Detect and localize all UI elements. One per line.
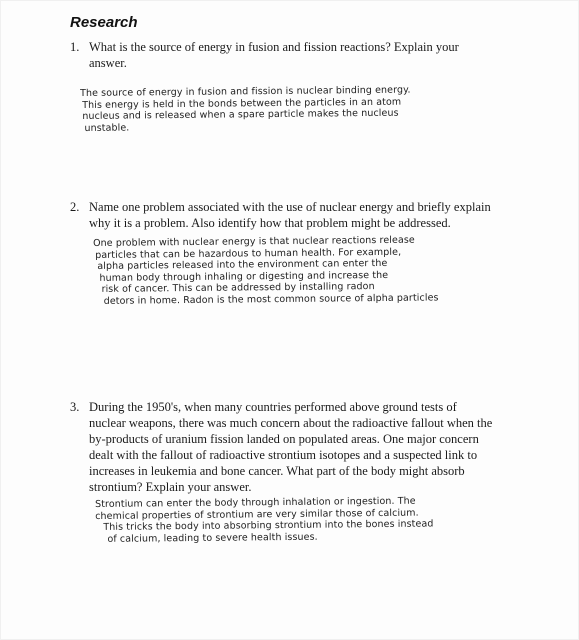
question-text-line: strontium? Explain your answer. [89,480,252,494]
question-number: 1. [70,40,80,54]
question-text-line: Name one problem associated with the use of nuclear energy and briefly explain [89,200,491,214]
section-heading: Research [70,14,138,31]
question-text-line: by-products of uranium fission landed on populated areas. One major concern [89,432,479,446]
question-text-line: nuclear weapons, there was much concern about the radioactive fallout when the [89,416,493,430]
answer-line: unstable. [84,121,130,134]
answer-line: chemical properties of strontium are very similar those of calcium. [95,507,419,522]
answer-line: This tricks the body into absorbing strontium into the bones instead [103,518,434,533]
question-1 [70,39,542,71]
question-text-line: why it is a problem. Also identify how that problem might be addressed. [89,216,451,230]
answer-1 [80,85,411,134]
question-text-line: What is the source of energy in fusion and fission reactions? Explain your [89,40,459,54]
answer-line: detors in home. Radon is the most common source of alpha particles [103,291,439,307]
question-number: 3. [70,400,80,414]
answer-line: nucleus and is released when a spare particle makes the nucleus [82,107,399,122]
question-text-line: During the 1950's, when many countries performed above ground tests of [89,400,457,414]
answer-line: This energy is held in the bonds between the particles in an atom [82,96,402,111]
answer-line: Strontium can enter the body through inhalation or ingestion. The [95,495,416,510]
answer-3 [95,495,434,545]
answer-line: of calcium, leading to severe health issues. [107,531,318,545]
answer-line: alpha particles released into the environment can enter the [97,257,388,272]
question-3 [70,399,542,495]
question-text-line: answer. [89,56,127,70]
answer-line: risk of cancer. This can be addressed by installing radon [101,281,375,295]
answer-line: The source of energy in fusion and fission is nuclear binding energy. [80,84,411,99]
answer-2 [93,234,439,307]
answer-line: particles that can be hazardous to human health. For example, [95,246,402,261]
question-2 [70,199,542,231]
answer-line: human body through inhaling or digesting and increase the [99,269,389,284]
question-text-line: dealt with the fallout of radioactive strontium isotopes and a suspected link to [89,448,478,462]
answer-line: One problem with nuclear energy is that nuclear reactions release [93,234,415,249]
question-text-line: increases in leukemia and bone cancer. What part of the body might absorb [89,464,465,478]
question-number: 2. [70,200,80,214]
